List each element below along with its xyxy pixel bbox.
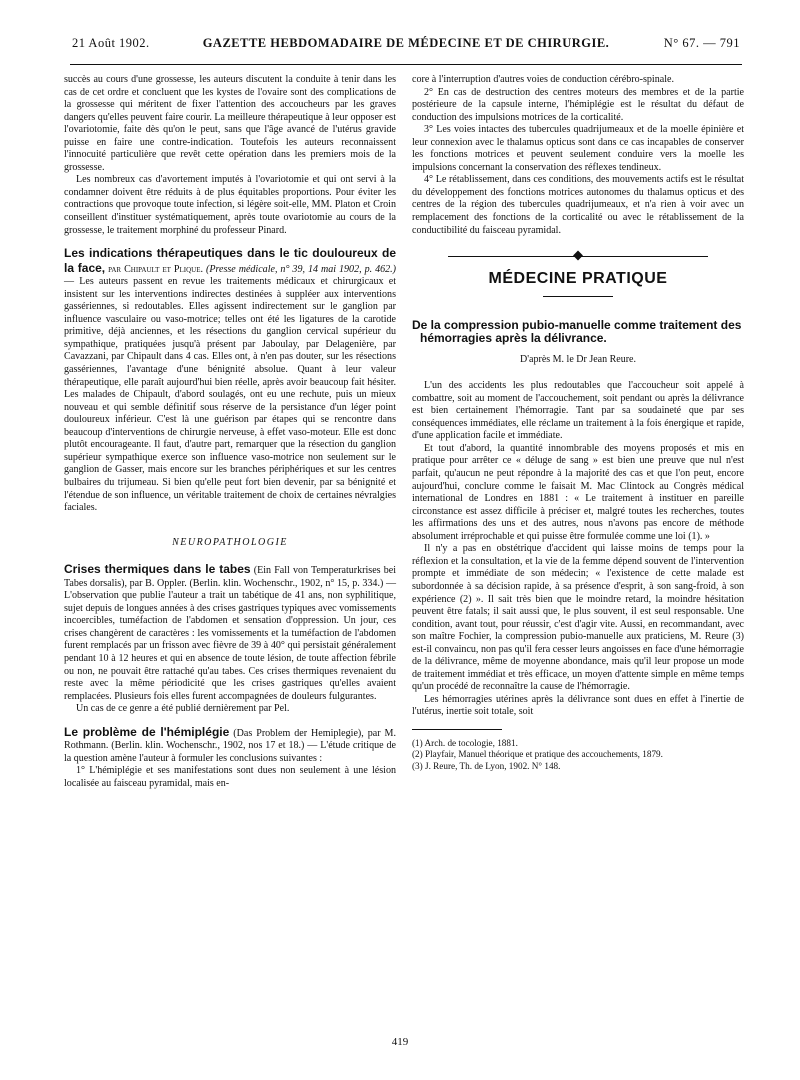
issue-number: N° 67. — 791 bbox=[663, 36, 740, 50]
article-reference: (Das Problem der Hemiplegie), par M. Rothmann. (Berlin. klin. Wochenschr., 1902, nos 17 et 18.) bbox=[64, 727, 397, 752]
left-column bbox=[64, 74, 396, 790]
section-heading: NEUROPATHOLOGIE bbox=[172, 536, 288, 548]
article-body: — Les auteurs passent en revue les traitements médicaux et chirurgicaux et insistent sur les interventions indirectes destinées à suppléer aux interventions gassériennes, si redoutables. Elles agissent indirectement sur le ganglion par influence vasculaire ou vaso-motrice; telles ont été les ligatures de la carotide primitive, déjà anciennes, et les résections du ganglion cervical supérieur du sympathique, pratiquées jusqu'à présent par Jaboulay, par Delagenière, par Cavazzani, par Chipault dans 4 cas. Elles ont, à n'en pas douter, sur les résections gassériennes, l'avantage d'une bénignité absolue. Quant à leur valeur thérapeutique, elle paraît aujourd'hui bien réelle, après avoir beaucoup fait hésiter. Les malades de Chipault, d'abord soulagés, ont eu une rechute, puis un mieux nouveau et qui semble définitif sous réserve de la persistance d'un léger point douloureux inférieur. C'est là une guérison par étapes qui se rencontre dans beaucoup d'interventions de chirurgie nerveuse, à effet vaso-moteur. Elle est donc plutôt encourageante. Il faut, d'autre part, remarquer que la résection du ganglion supérieur sympathique exerce son influence vaso-motrice non seulement sur le ganglion de Gasser, mais encore sur les branches périphériques et sur les centres bulbaires du trijumeau. Si bien qu'elle peut fort bien devenir, par sa bénignité et l'étendue de son influence, un véritable traitement de choix de certaines névralgies faciales. bbox=[64, 276, 396, 514]
paragraph: core à l'interruption d'autres voies de conduction cérébro-spinale. bbox=[412, 74, 674, 85]
article-tic bbox=[64, 247, 396, 514]
article-body: — L'observation que publie l'auteur a trait un tabétique de 41 ans, non syphilitique, sujet depuis de longues années à des crises gastriques typiques avec vomissements incoercibles, tuméfaction de l'abdomen et sensation d'oppression. Un jour, ces crises changèrent de caractères : les vomissements et la tuméfaction de l'abdomen furent remplacés par un frisson avec fièvre de 39 à 40° qui persistait généralement pendant 10 à 12 heures et qui en absence de toute lésion, de toute affection fébrile ou non, ne pouvait être rattaché qu'au tabes. Ces crises thermiques revenaient du reste avec la même périodicité que les crises gastriques qu'elles avaient remplacées. Plusieurs fois elles furent accompagnées de douleurs fulgurantes. bbox=[64, 577, 396, 702]
article-byline: D'après M. le Dr Jean Reure. bbox=[520, 353, 636, 365]
paragraph: Un cas de ce genre a été publié dernièrement par Pel. bbox=[76, 703, 290, 715]
footnote: (1) Arch. de tocologie, 1881. bbox=[412, 737, 518, 748]
paragraph: Les hémorragies utérines après la délivrance sont dues en effet à l'inertie de l'utérus, inertie soit totale, soit bbox=[412, 693, 744, 718]
section-rule bbox=[543, 296, 613, 297]
paragraph: L'un des accidents les plus redoutables que l'accoucheur soit appelé à combattre, soit au moment de l'accouchement, soit pendant ou après la délivrance est bien certainement l'hémorragie. Tant par sa soudaineté que par ses conséquences immédiates, elle réclame un traitement à la fois énergique et rapide, d'une application facile et immédiate. bbox=[412, 380, 744, 442]
running-header bbox=[72, 36, 740, 56]
article-title: Le problème de l'hémiplégie bbox=[64, 724, 230, 739]
article-reference: (Ein Fall von Temperaturkrises bei Tabes dorsalis), par B. Oppler. (Berlin. klin. Wochenschr., 1902, n° 15, p. 334.) bbox=[64, 565, 397, 589]
paragraph: 2° En cas de destruction des centres moteurs des membres et de la partie postérieure de la capsule interne, l'hémiplégie est le résultat du défaut de conduction des impulsions motrices de la corticalité. bbox=[412, 86, 744, 123]
footnote-rule bbox=[412, 729, 502, 730]
paragraph: 4° Le rétablissement, dans ces conditions, des mouvements actifs est le résultat du développement des fonctions motrices autonomes du thalamus opticus et des centres de la région des tubercules quadrijumeaux, et n'a rien à voir avec un remplacement des fonctions de la corticalité ou avec le rétablissement de la conductibilité du faisceau pyramidal. bbox=[412, 174, 744, 236]
footnote: (2) Playfair, Manuel théorique et pratique des accouchements, 1879. bbox=[412, 749, 663, 760]
paragraph: Il n'y a pas en obstétrique d'accident qui laisse moins de temps pour la réflexion et la consultation, et la vie de la femme dépend souvent de l'intervention prompte et immédiate de son médecin; « l'existence de cette malade est subordonnée à sa décision rapide, à sa présence d'esprit, à son sang-froid, à son expérience (2) ». Il sait très bien que le moindre retard, la moindre hésitation peuvent être fatals; il sait aussi que, le plus souvent, il est seul responsable. Une condition, avant tout, pour réussir, c'est d'agir vite. Aussi, en recommandant, avec son maître Fochier, la compression pubio-manuelle aux praticiens, M. Reure (3) est-il convaincu, non pas qu'il fera cesser leurs angoisses en face d'une hémorragie de la délivrance, même de moyenne abondance, mais qu'il leur propose un mode de traitement immédiat et très efficace, un moyen d'attente simple en même temps qu'un procédé de reconnaître la cause de l'hémorragie. bbox=[412, 543, 744, 693]
article-title: Les indications thérapeutiques dans le tic douloureux de la face, bbox=[64, 246, 396, 275]
header-rule bbox=[70, 64, 742, 65]
article-title: De la compression pubio-manuelle comme traitement des hémorragies après la délivrance. bbox=[412, 317, 742, 346]
article-title: Crises thermiques dans le tabes bbox=[64, 562, 251, 577]
article-crises bbox=[64, 563, 396, 703]
paragraph: Et tout d'abord, la quantité innombrable des moyens proposés et mis en pratique pour arrêter ce « déluge de sang » est bien une preuve que nul n'est parfait, qu'aucun ne peut répondre à la majorité des cas et que l'on peut, encore aujourd'hui, conclure comme le faisait M. Mac Clintock au Congrès médical international de Londres en 1881 : « Le traitement à instituer en pareille circonstance est assez difficile à préciser et, malgré toutes les recherches, toutes les affirmations des uns et des autres, nous n'avons pas encore de méthode absolument irréprochable et qui puisse être formulée comme une loi (1). » bbox=[412, 442, 744, 542]
paragraph: 1° L'hémiplégie et ses manifestations sont dues non seulement à une lésion localisée au faisceau pyramidal, mais en- bbox=[64, 765, 396, 789]
article-body: — L'étude critique de la question amène l'auteur à formuler les conclusions suivantes : bbox=[64, 740, 396, 764]
diamond-icon bbox=[573, 251, 583, 261]
article-hemiplegie bbox=[64, 726, 396, 766]
paragraph: succès au cours d'une grossesse, les auteurs discutent la conduite à tenir dans les cas de cet ordre et concluent que les kystes de l'ovaire sont des complications de la grossesse qui méritent de fixer l'attention des accoucheurs par les graves dangers qu'elles peuvent faire courir. La meilleure thérapeutique à leur opposer est l'ovariotomie, faite dès qu'on le peut, sans que l'âge avancé de l'utérus gravide puisse en faire une contre-indication. Toutefois les auteurs reconnaissent l'innocuité particulière que revêt cette opération dans les premiers mois de la grossesse. bbox=[64, 74, 396, 173]
article-source: (Presse médicale, n° 39, 14 mai 1902, p. 462.) bbox=[205, 263, 396, 275]
right-column bbox=[412, 74, 744, 772]
page-number: 419 bbox=[391, 1036, 409, 1048]
paragraph: Les nombreux cas d'avortement imputés à l'ovariotomie et qui ont servi à la condamner doivent être réduits à de plus équitables proportions. Pour éviter les contractions que provoque toute infection, si légère soit-elle, MM. Platon et Croin conseillent d'instituer systématiquement, après toute ovariotomie au cours de la grossesse, le traitement morphiné du professeur Pinard. bbox=[64, 174, 396, 236]
paragraph: 3° Les voies intactes des tubercules quadrijumeaux et de la moelle épinière et leur connexion avec le thalamus opticus sont dans ce cas incapables de conserver les fonctions motrices et peuvent seulement conduire vers la moelle les impulsions concernant la conservation des réflexes tendineux. bbox=[412, 124, 744, 173]
footnote: (3) J. Reure, Th. de Lyon, 1902. N° 148. bbox=[412, 760, 561, 771]
journal-title: GAZETTE HEBDOMADAIRE DE MÉDECINE ET DE CHIRURGIE. bbox=[202, 36, 610, 50]
section-heading: MÉDECINE PRATIQUE bbox=[488, 270, 668, 288]
article-authors: par Chipault et Plique. bbox=[108, 263, 203, 275]
ornament-divider bbox=[448, 251, 708, 261]
issue-date: 21 Août 1902. bbox=[72, 36, 150, 50]
